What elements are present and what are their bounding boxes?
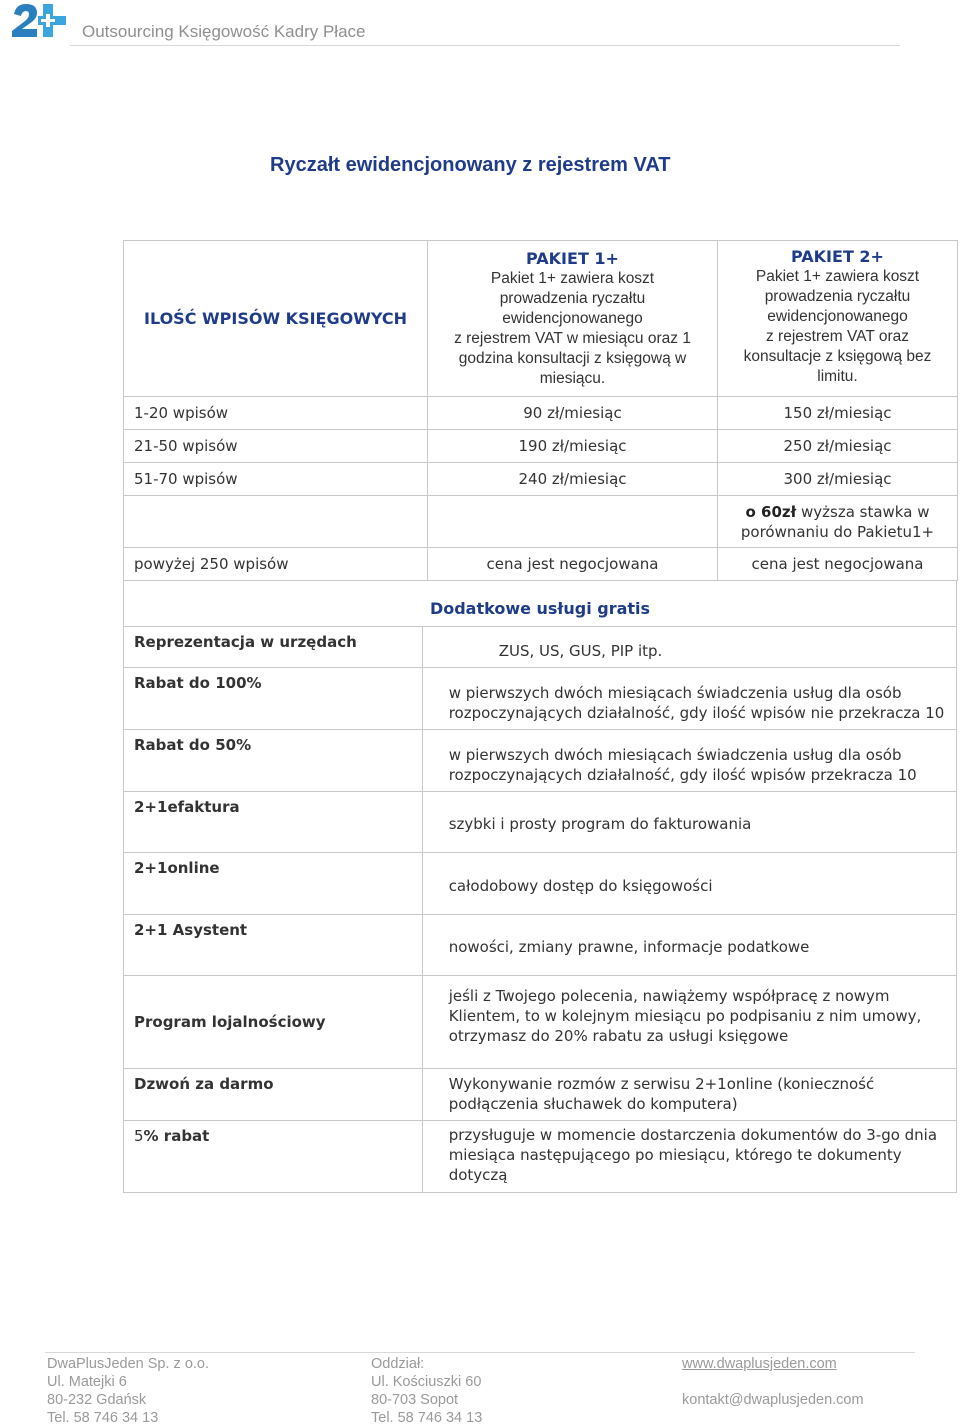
entries-range: 51-70 wpisów xyxy=(124,463,428,496)
logo-21-icon xyxy=(10,2,68,40)
page-header xyxy=(0,0,960,48)
extra-description: jeśli z Twojego polecenia, nawiążemy współpracę z nowym Klientem, to w kolejnym miesiącu po podpisaniu z nim umowy, otrzymasz do 20% rabatu za usługi księgowe xyxy=(422,976,956,1069)
list-item xyxy=(124,730,957,792)
company-city: 80-232 Gdańsk xyxy=(47,1392,147,1408)
extra-label: Dzwoń za darmo xyxy=(124,1069,423,1121)
extras-title: Dodatkowe usługi gratis xyxy=(124,581,957,627)
table-row xyxy=(124,430,958,463)
table-row xyxy=(124,463,958,496)
extra-label: 2+1 Asystent xyxy=(124,915,423,976)
extra-label-text: % rabat xyxy=(143,1127,210,1145)
extra-description: szybki i prosty program do fakturowania xyxy=(422,792,956,853)
package-1-price: 240 zł/miesiąc xyxy=(428,463,718,496)
package-2-header xyxy=(718,241,958,397)
package-1-header xyxy=(428,241,718,397)
header-title: Outsourcing Księgowość Kadry Płace xyxy=(82,22,366,41)
note-text: wyższa stawka w porównaniu do Pakietu1+ xyxy=(740,502,935,541)
extras-title-row xyxy=(124,581,957,627)
list-item xyxy=(124,1069,957,1121)
entries-column-header: ILOŚĆ WPISÓW KSIĘGOWYCH xyxy=(124,241,428,397)
extra-label: Program lojalnościowy xyxy=(124,976,423,1069)
pricing-header-row xyxy=(124,241,958,397)
package-2-price: 300 zł/miesiąc xyxy=(718,463,958,496)
extra-label: Rabat do 50% xyxy=(124,730,423,792)
branch-label: Oddział: xyxy=(371,1356,425,1372)
page-title: Ryczałt ewidencjonowany z rejestrem VAT xyxy=(270,154,671,176)
package-2-description: Pakiet 1+ zawiera koszt prowadzenia ryczałtu ewidencjonowanego z rejestrem VAT oraz konsultacje z księgową bez limitu. xyxy=(743,268,932,385)
package-1-price: 190 zł/miesiąc xyxy=(428,430,718,463)
branch-street: Ul. Kościuszki 60 xyxy=(371,1374,482,1390)
entries-range: powyżej 250 wpisów xyxy=(124,548,428,581)
list-item xyxy=(124,976,957,1069)
list-item xyxy=(124,915,957,976)
company-phone: Tel. 58 746 34 13 xyxy=(47,1410,159,1426)
company-street: Ul. Matejki 6 xyxy=(47,1374,127,1390)
extra-label: Rabat do 100% xyxy=(124,668,423,730)
extra-label: Reprezentacja w urzędach xyxy=(124,627,423,668)
table-row xyxy=(124,496,958,548)
empty-cell xyxy=(428,496,718,548)
table-row xyxy=(124,397,958,430)
company-name: DwaPlusJeden Sp. z o.o. xyxy=(47,1356,210,1372)
branch-phone: Tel. 58 746 34 13 xyxy=(371,1410,483,1426)
extra-label xyxy=(124,1121,423,1193)
note-amount: o 60zł xyxy=(745,502,797,521)
package-1-price: 90 zł/miesiąc xyxy=(428,397,718,430)
package-2-price: 250 zł/miesiąc xyxy=(718,430,958,463)
list-item xyxy=(124,853,957,915)
footer-branch xyxy=(371,1355,482,1427)
extra-description: całodobowy dostęp do księgowości xyxy=(422,853,956,915)
package-1-price: cena jest negocjowana xyxy=(428,548,718,581)
package-1-name: PAKIET 1+ xyxy=(526,248,619,268)
extras-table xyxy=(123,580,957,1193)
extra-label: 2+1efaktura xyxy=(124,792,423,853)
extra-description: przysługuje w momencie dostarczenia dokumentów do 3-go dnia miesiąca następującego po miesiącu, którego te dokumenty dotyczą xyxy=(422,1121,956,1193)
extra-description: w pierwszych dwóch miesiącach świadczenia usług dla osób rozpoczynających działalność, gdy ilość wpisów przekracza 10 xyxy=(422,730,956,792)
entries-range: 1-20 wpisów xyxy=(124,397,428,430)
extra-description: Wykonywanie rozmów z serwisu 2+1online (konieczność podłączenia słuchawek do komputera) xyxy=(422,1069,956,1121)
email-link[interactable]: kontakt@dwaplusjeden.com xyxy=(682,1392,864,1408)
footer-company xyxy=(47,1355,209,1427)
list-item xyxy=(124,627,957,668)
table-row xyxy=(124,548,958,581)
package-2-price: 150 zł/miesiąc xyxy=(718,397,958,430)
empty-cell xyxy=(124,496,428,548)
entries-range: 21-50 wpisów xyxy=(124,430,428,463)
extra-description: nowości, zmiany prawne, informacje podatkowe xyxy=(422,915,956,976)
website-link[interactable]: www.dwaplusjeden.com xyxy=(682,1356,837,1372)
package-2-note xyxy=(718,496,958,548)
footer-divider xyxy=(45,1352,915,1353)
package-2-price: cena jest negocjowana xyxy=(718,548,958,581)
extra-description: ZUS, US, GUS, PIP itp. xyxy=(422,627,956,668)
pricing-table xyxy=(123,240,958,581)
footer-contact xyxy=(682,1355,864,1409)
extra-label-prefix: 5 xyxy=(134,1127,144,1145)
list-item xyxy=(124,792,957,853)
extra-label: 2+1online xyxy=(124,853,423,915)
branch-city: 80-703 Sopot xyxy=(371,1392,459,1408)
list-item xyxy=(124,668,957,730)
extra-description: w pierwszych dwóch miesiącach świadczenia usług dla osób rozpoczynających działalność, gdy ilość wpisów nie przekracza 10 xyxy=(422,668,956,730)
package-1-description: Pakiet 1+ zawiera koszt prowadzenia ryczałtu ewidencjonowanego z rejestrem VAT w miesiącu oraz 1 godzina konsultacji z księgową w miesiącu. xyxy=(454,269,691,387)
package-2-name: PAKIET 2+ xyxy=(791,247,884,266)
list-item xyxy=(124,1121,957,1193)
header-divider xyxy=(70,45,900,46)
